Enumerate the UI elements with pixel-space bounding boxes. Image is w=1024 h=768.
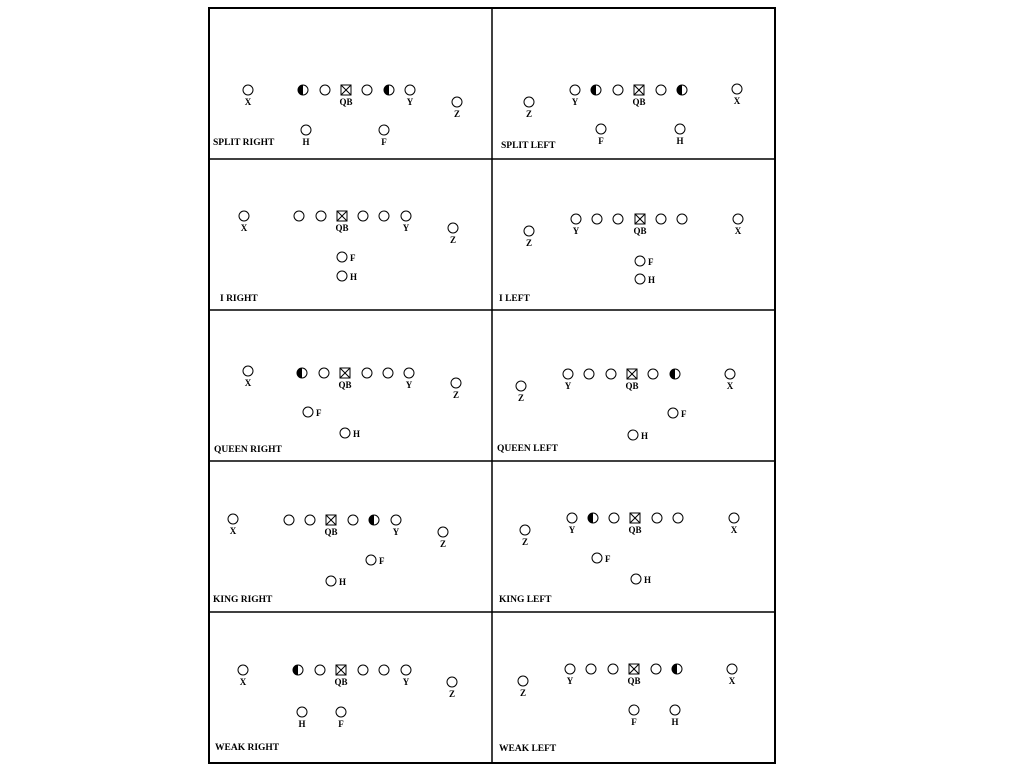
formation-title: I RIGHT — [220, 294, 258, 304]
position-label: QB — [633, 226, 647, 236]
player-marker — [451, 378, 461, 388]
formation-panel — [497, 369, 735, 454]
player-marker — [228, 514, 238, 524]
player-marker — [243, 366, 253, 376]
center-marker — [341, 85, 351, 95]
player-marker — [301, 125, 311, 135]
center-marker — [336, 665, 346, 675]
player-marker — [362, 368, 372, 378]
player-marker — [391, 515, 401, 525]
player-marker — [652, 513, 662, 523]
lineman-shaded-marker — [672, 664, 682, 674]
position-label: F — [605, 554, 611, 564]
player-marker — [635, 274, 645, 284]
position-label: X — [239, 677, 247, 687]
player-marker — [362, 85, 372, 95]
position-label: X — [730, 525, 738, 535]
formation-panel — [499, 513, 739, 605]
position-label: Z — [517, 393, 525, 403]
position-label: X — [244, 378, 252, 388]
lineman-shaded-marker — [677, 85, 687, 95]
formation-title: SPLIT LEFT — [501, 141, 556, 151]
position-label: Y — [564, 381, 572, 391]
center-marker — [630, 513, 640, 523]
player-marker — [651, 664, 661, 674]
position-label: Z — [449, 235, 457, 245]
center-marker — [635, 214, 645, 224]
position-label: X — [733, 96, 741, 106]
position-label: H — [302, 137, 310, 147]
position-label: F — [598, 136, 604, 146]
player-marker — [586, 664, 596, 674]
formation-title: WEAK LEFT — [499, 744, 557, 754]
player-marker — [320, 85, 330, 95]
position-label: QB — [338, 380, 352, 390]
position-label: X — [244, 97, 252, 107]
position-label: Z — [525, 109, 533, 119]
player-marker — [294, 211, 304, 221]
player-marker — [729, 513, 739, 523]
player-marker — [635, 256, 645, 266]
formation-title: KING RIGHT — [213, 595, 273, 605]
position-label: X — [240, 223, 248, 233]
player-marker — [524, 226, 534, 236]
player-marker — [243, 85, 253, 95]
position-label: QB — [339, 97, 353, 107]
lineman-shaded-marker — [670, 369, 680, 379]
position-label: F — [350, 253, 356, 263]
position-label: H — [353, 429, 361, 439]
lineman-shaded-marker — [298, 85, 308, 95]
player-marker — [592, 553, 602, 563]
position-label: F — [631, 717, 637, 727]
formation-panel — [214, 366, 461, 455]
player-marker — [563, 369, 573, 379]
formation-panel — [213, 85, 462, 148]
player-marker — [592, 214, 602, 224]
center-marker — [627, 369, 637, 379]
player-marker — [238, 665, 248, 675]
player-marker — [383, 368, 393, 378]
lineman-shaded-marker — [293, 665, 303, 675]
player-marker — [366, 555, 376, 565]
center-marker — [337, 211, 347, 221]
player-marker — [677, 214, 687, 224]
position-label: H — [671, 717, 679, 727]
player-marker — [609, 513, 619, 523]
player-marker — [348, 515, 358, 525]
player-marker — [337, 271, 347, 281]
position-label: QB — [632, 97, 646, 107]
formation-title: SPLIT RIGHT — [213, 138, 275, 148]
player-marker — [524, 97, 534, 107]
player-marker — [567, 513, 577, 523]
position-label: Y — [405, 380, 413, 390]
position-label: QB — [335, 223, 349, 233]
player-marker — [584, 369, 594, 379]
player-marker — [358, 665, 368, 675]
player-marker — [628, 430, 638, 440]
position-label: X — [734, 226, 742, 236]
formation-sheet — [208, 7, 776, 764]
player-marker — [337, 252, 347, 262]
position-label: Y — [571, 97, 579, 107]
player-marker — [571, 214, 581, 224]
position-label: Y — [572, 226, 580, 236]
position-label: Z — [448, 689, 456, 699]
position-label: F — [381, 137, 387, 147]
position-label: H — [350, 272, 358, 282]
player-marker — [336, 707, 346, 717]
formation-title: QUEEN RIGHT — [214, 445, 282, 455]
lineman-shaded-marker — [369, 515, 379, 525]
player-marker — [358, 211, 368, 221]
lineman-shaded-marker — [591, 85, 601, 95]
position-label: Y — [568, 525, 576, 535]
player-marker — [239, 211, 249, 221]
player-marker — [518, 676, 528, 686]
position-label: QB — [628, 525, 642, 535]
player-marker — [520, 525, 530, 535]
position-label: Z — [521, 537, 529, 547]
player-marker — [315, 665, 325, 675]
center-marker — [634, 85, 644, 95]
position-label: F — [316, 408, 322, 418]
player-marker — [438, 527, 448, 537]
player-marker — [516, 381, 526, 391]
position-label: H — [339, 577, 347, 587]
center-marker — [326, 515, 336, 525]
player-marker — [284, 515, 294, 525]
player-marker — [401, 665, 411, 675]
player-marker — [448, 223, 458, 233]
player-marker — [613, 85, 623, 95]
player-marker — [631, 574, 641, 584]
position-label: H — [298, 719, 306, 729]
center-marker — [629, 664, 639, 674]
formation-panel — [501, 84, 742, 151]
formation-panel — [215, 665, 457, 753]
player-marker — [656, 85, 666, 95]
player-marker — [404, 368, 414, 378]
player-marker — [405, 85, 415, 95]
player-marker — [668, 408, 678, 418]
position-label: F — [648, 257, 654, 267]
player-marker — [379, 125, 389, 135]
position-label: Y — [566, 676, 574, 686]
position-label: Z — [452, 390, 460, 400]
player-marker — [732, 84, 742, 94]
position-label: X — [229, 526, 237, 536]
player-marker — [316, 211, 326, 221]
position-label: Z — [519, 688, 527, 698]
player-marker — [648, 369, 658, 379]
player-marker — [606, 369, 616, 379]
player-marker — [401, 211, 411, 221]
formation-title: WEAK RIGHT — [215, 743, 280, 753]
player-marker — [629, 705, 639, 715]
player-marker — [303, 407, 313, 417]
player-marker — [305, 515, 315, 525]
formation-panel — [499, 664, 737, 754]
player-marker — [733, 214, 743, 224]
lineman-shaded-marker — [384, 85, 394, 95]
position-label: QB — [625, 381, 639, 391]
player-marker — [297, 707, 307, 717]
player-marker — [570, 85, 580, 95]
position-label: Z — [453, 109, 461, 119]
player-marker — [613, 214, 623, 224]
position-label: H — [676, 136, 684, 146]
position-label: Z — [439, 539, 447, 549]
center-marker — [340, 368, 350, 378]
player-marker — [608, 664, 618, 674]
position-label: H — [641, 431, 649, 441]
position-label: Z — [525, 238, 533, 248]
position-label: Y — [406, 97, 414, 107]
player-marker — [379, 665, 389, 675]
formation-panel — [220, 211, 458, 304]
player-marker — [656, 214, 666, 224]
player-marker — [379, 211, 389, 221]
player-marker — [319, 368, 329, 378]
position-label: QB — [324, 527, 338, 537]
player-marker — [673, 513, 683, 523]
player-marker — [727, 664, 737, 674]
lineman-shaded-marker — [588, 513, 598, 523]
position-label: QB — [334, 677, 348, 687]
player-marker — [326, 576, 336, 586]
player-marker — [725, 369, 735, 379]
player-marker — [447, 677, 457, 687]
formation-panel — [499, 214, 743, 304]
formation-title: I LEFT — [499, 294, 530, 304]
position-label: X — [728, 676, 736, 686]
formation-title: QUEEN LEFT — [497, 444, 558, 454]
player-marker — [596, 124, 606, 134]
position-label: Y — [402, 223, 410, 233]
position-label: X — [726, 381, 734, 391]
position-label: H — [644, 575, 652, 585]
player-marker — [565, 664, 575, 674]
player-marker — [675, 124, 685, 134]
position-label: F — [338, 719, 344, 729]
position-label: F — [379, 556, 385, 566]
lineman-shaded-marker — [297, 368, 307, 378]
position-label: Y — [402, 677, 410, 687]
player-marker — [452, 97, 462, 107]
player-marker — [670, 705, 680, 715]
formation-title: KING LEFT — [499, 595, 552, 605]
player-marker — [340, 428, 350, 438]
position-label: F — [681, 409, 687, 419]
position-label: H — [648, 275, 656, 285]
formation-panel — [213, 514, 448, 605]
position-label: Y — [392, 527, 400, 537]
position-label: QB — [627, 676, 641, 686]
